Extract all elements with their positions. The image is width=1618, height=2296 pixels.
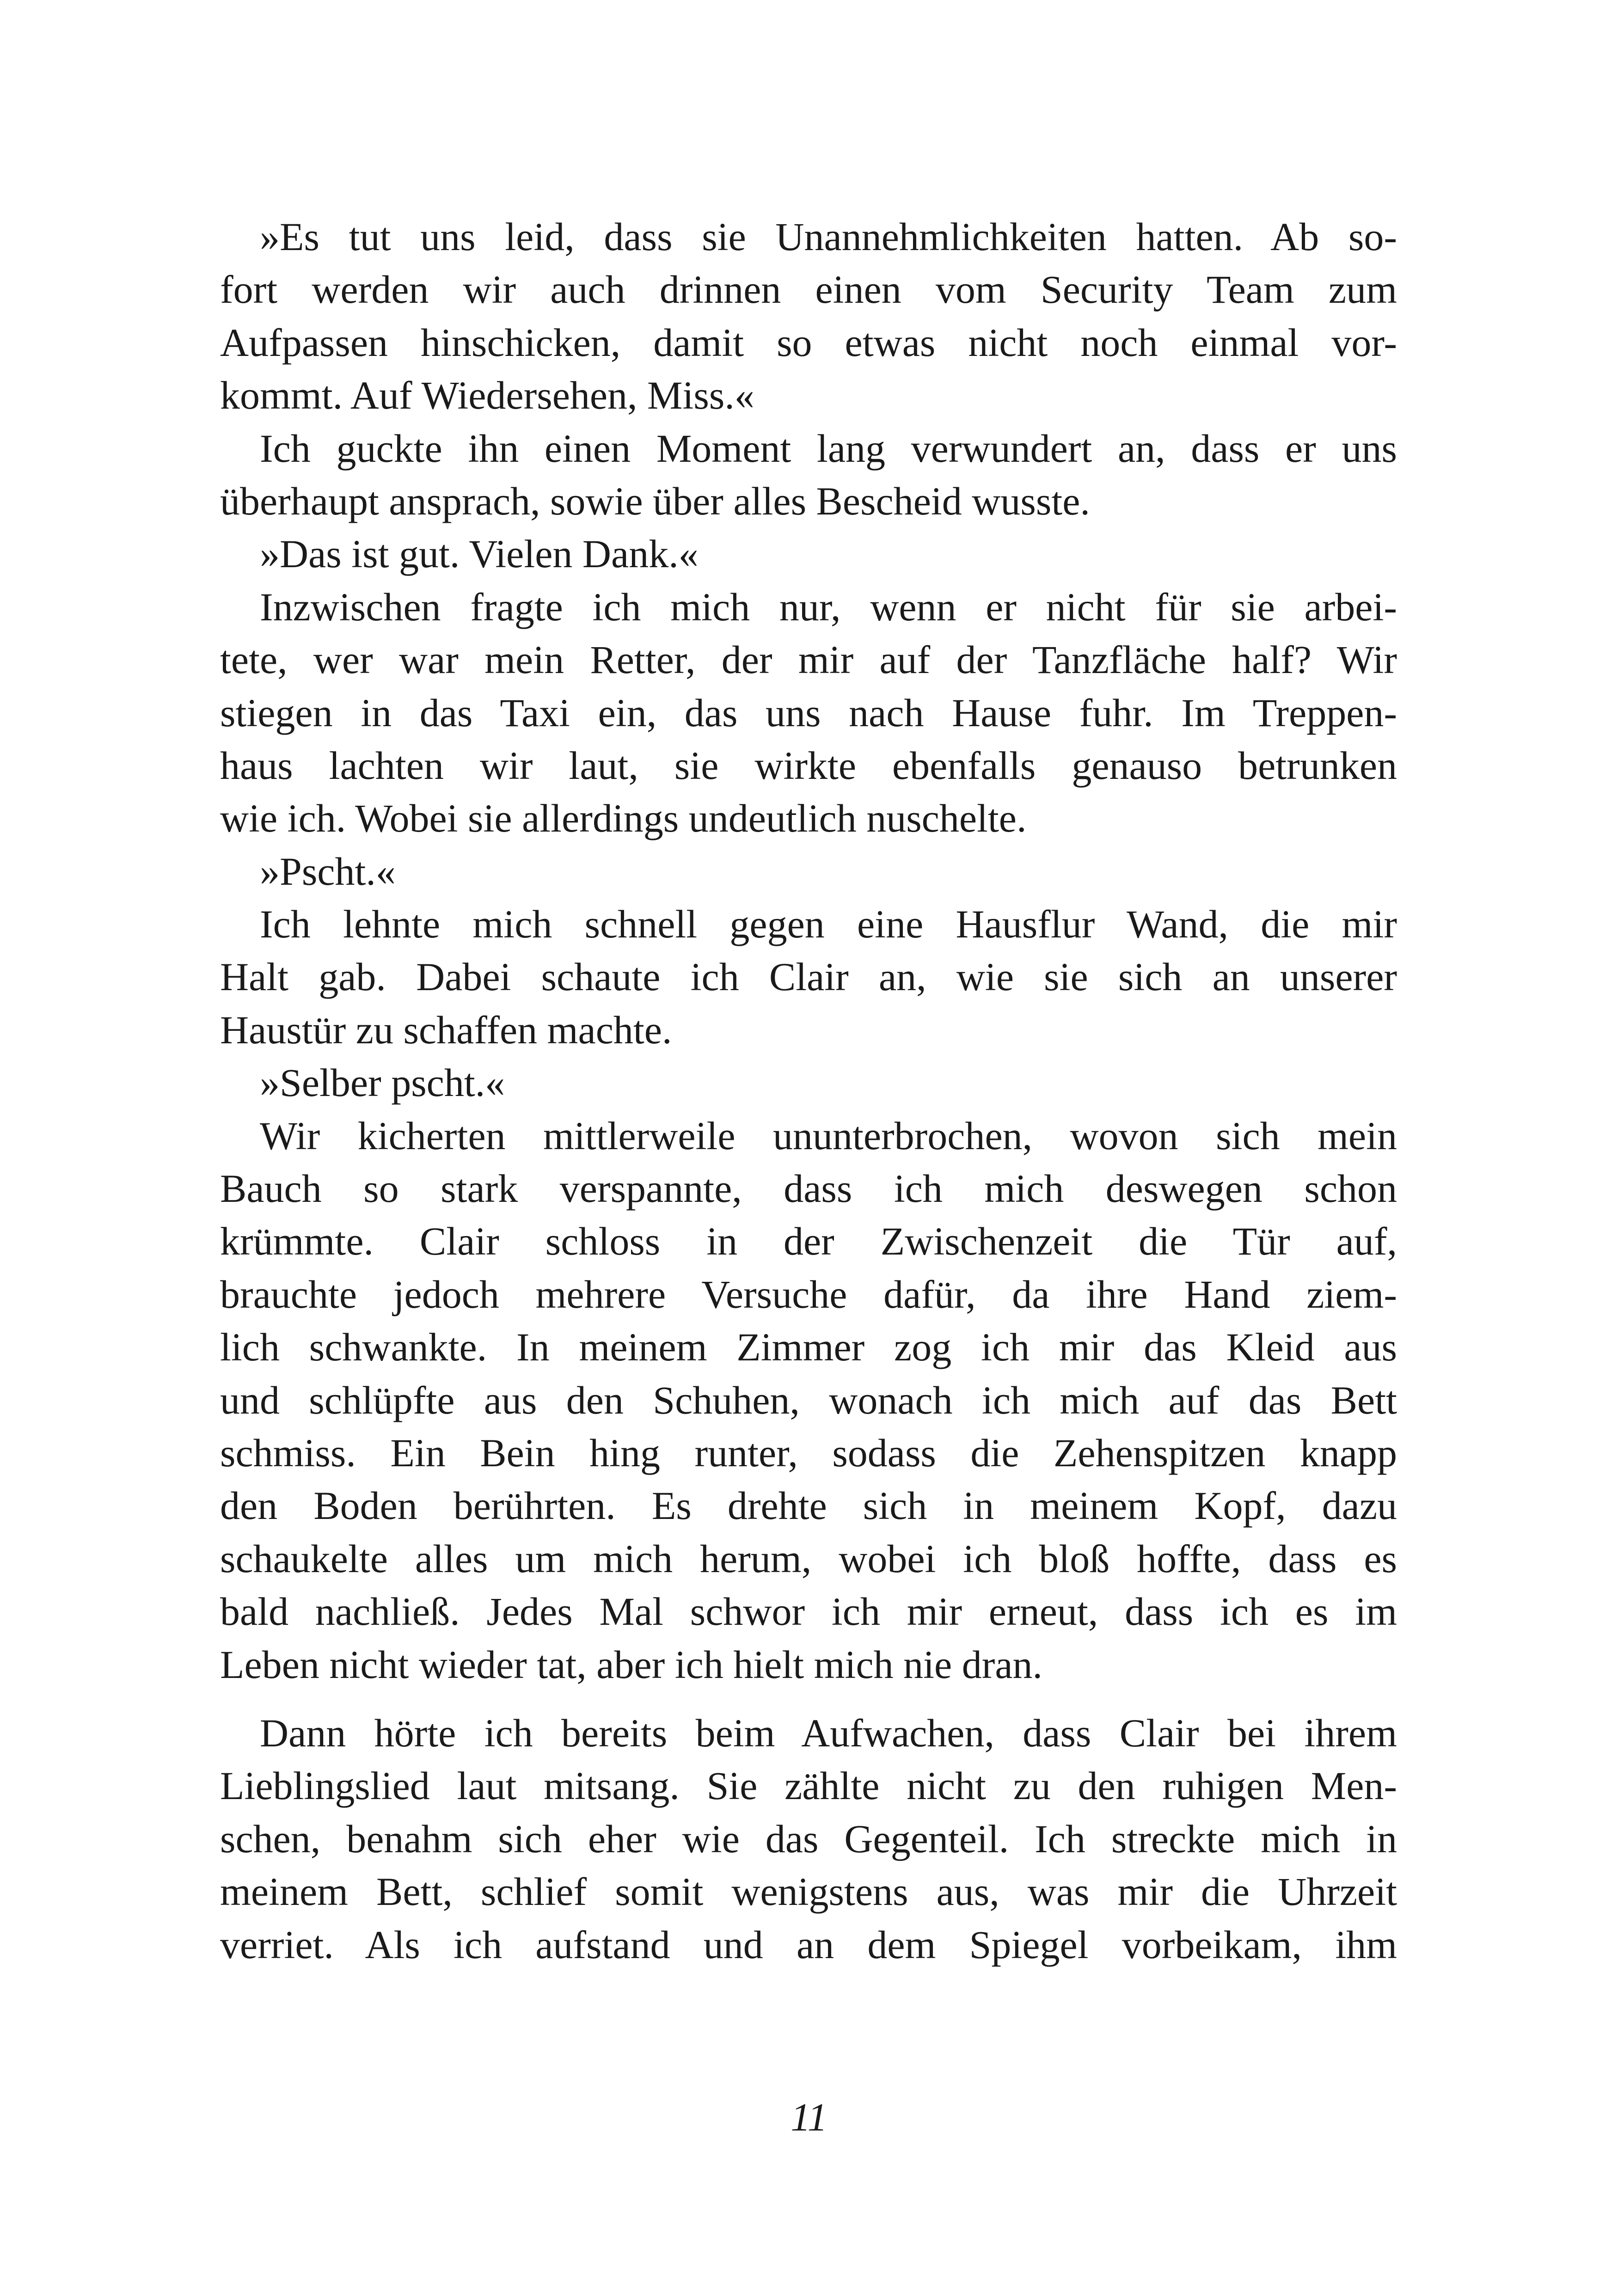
text-line: tete, wer war mein Retter, der mir auf der Tanzfläche half? Wir [220,637,1397,682]
text-line: »Das ist gut. Vielen Dank.« [260,532,699,576]
text-line: »Selber pscht.« [260,1060,505,1105]
text-line: Ich lehnte mich schnell gegen eine Hausflur Wand, die mir [260,902,1397,947]
text-line: Ich guckte ihn einen Moment lang verwundert an, dass er uns [260,426,1397,471]
text-line: lich schwankte. In meinem Zimmer zog ich mir das Kleid aus [220,1325,1397,1370]
text-line: Leben nicht wieder tat, aber ich hielt mich nie dran. [220,1642,1042,1687]
text-line: Halt gab. Dabei schaute ich Clair an, wie sie sich an unserer [220,955,1397,999]
text-line: fort werden wir auch drinnen einen vom Security Team zum [220,267,1397,312]
text-line: stiegen in das Taxi ein, das uns nach Hause fuhr. Im Treppen- [220,690,1397,735]
text-line: Bauch so stark verspannte, dass ich mich deswegen schon [220,1166,1397,1211]
text-line: »Pscht.« [260,849,396,894]
text-line: krümmte. Clair schloss in der Zwischenzeit die Tür auf, [220,1219,1397,1264]
page-number: 11 [791,2095,827,2139]
text-line: den Boden berührten. Es drehte sich in meinem Kopf, dazu [220,1483,1397,1528]
text-line: meinem Bett, schlief somit wenigstens aus, was mir die Uhrzeit [220,1869,1397,1914]
text-line: verriet. Als ich aufstand und an dem Spiegel vorbeikam, ihm [220,1922,1397,1967]
text-line: Aufpassen hinschicken, damit so etwas nicht noch einmal vor- [220,320,1397,365]
text-line: Inzwischen fragte ich mich nur, wenn er nicht für sie arbei- [260,584,1397,629]
text-line: und schlüpfte aus den Schuhen, wonach ich mich auf das Bett [220,1378,1397,1422]
body-text [220,210,1397,1971]
text-line: schaukelte alles um mich herum, wobei ich bloß hoffte, dass es [220,1536,1397,1581]
text-line: Dann hörte ich bereits beim Aufwachen, dass Clair bei ihrem [260,1710,1397,1755]
text-line: brauchte jedoch mehrere Versuche dafür, da ihre Hand ziem- [220,1272,1397,1316]
text-line: bald nachließ. Jedes Mal schwor ich mir erneut, dass ich es im [220,1589,1397,1634]
text-line: Haustür zu schaffen machte. [220,1007,672,1052]
text-line: schmiss. Ein Bein hing runter, sodass die Zehenspitzen knapp [220,1430,1397,1475]
text-line: Lieblingslied laut mitsang. Sie zählte nicht zu den ruhigen Men- [220,1763,1397,1808]
text-line: Wir kicherten mittlerweile ununterbrochen, wovon sich mein [260,1113,1397,1158]
text-line: überhaupt ansprach, sowie über alles Bescheid wusste. [220,478,1090,523]
text-line: »Es tut uns leid, dass sie Unannehmlichkeiten hatten. Ab so- [260,214,1397,259]
text-line: haus lachten wir laut, sie wirkte ebenfalls genauso betrunken [220,743,1397,788]
text-line: kommt. Auf Wiedersehen, Miss.« [220,373,754,418]
text-line: schen, benahm sich eher wie das Gegenteil. Ich streckte mich in [220,1816,1397,1861]
text-line: wie ich. Wobei sie allerdings undeutlich nuschelte. [220,796,1027,841]
